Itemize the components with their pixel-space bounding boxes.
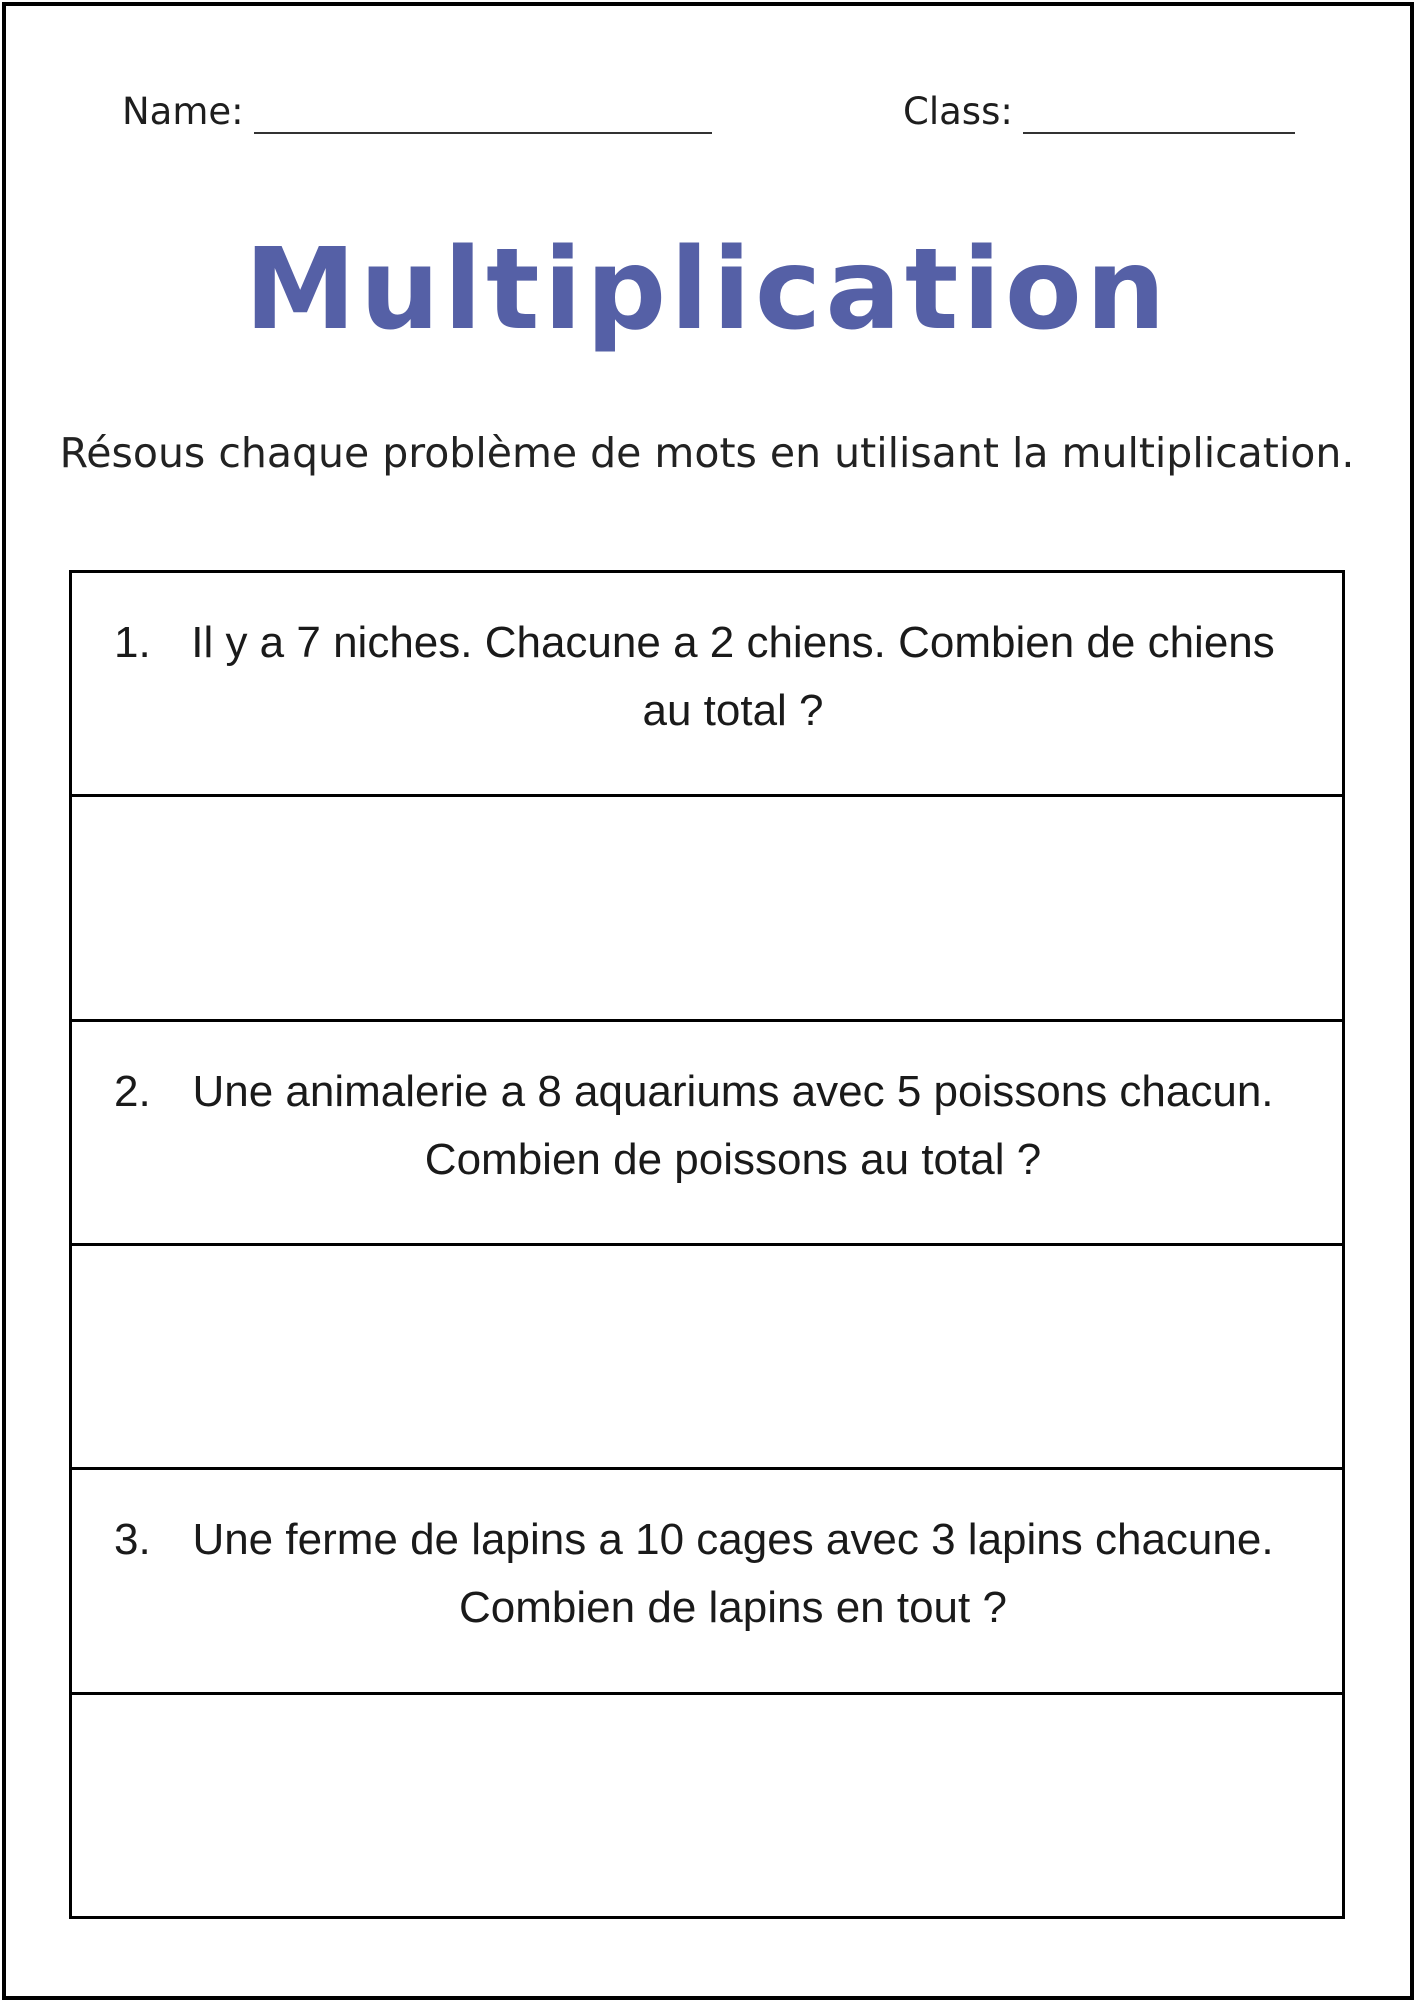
answer-box-1[interactable] (72, 797, 1342, 1021)
question-2 (114, 1058, 1282, 1194)
name-field (122, 88, 712, 136)
answer-box-2[interactable] (72, 1246, 1342, 1470)
question-1 (114, 609, 1282, 745)
question-text: Une animalerie a 8 aquariums avec 5 poissons chacun. Combien de poissons au total ? (192, 1066, 1274, 1184)
question-row (72, 1022, 1342, 1246)
question-number: 2. (114, 1066, 151, 1116)
question-number: 1. (114, 618, 151, 667)
question-3 (114, 1506, 1282, 1642)
class-blank-line[interactable] (1023, 92, 1295, 134)
question-row (72, 573, 1342, 797)
name-blank-line[interactable] (254, 92, 712, 134)
question-text: Une ferme de lapins a 10 cages avec 3 lapins chacune. Combien de lapins en tout ? (192, 1515, 1274, 1633)
problem-table (69, 570, 1345, 1919)
worksheet-title: Multiplication (244, 225, 1170, 355)
question-row (72, 1470, 1342, 1694)
instructions: Résous chaque problème de mots en utilisant la multiplication. (59, 429, 1355, 477)
question-text: Il y a 7 niches. Chacune a 2 chiens. Combien de chiens au total ? (191, 618, 1275, 735)
answer-box-3[interactable] (72, 1695, 1342, 1916)
class-field (903, 88, 1295, 136)
class-label: Class: (903, 90, 1013, 133)
name-label: Name: (122, 90, 244, 133)
question-number: 3. (114, 1515, 151, 1565)
